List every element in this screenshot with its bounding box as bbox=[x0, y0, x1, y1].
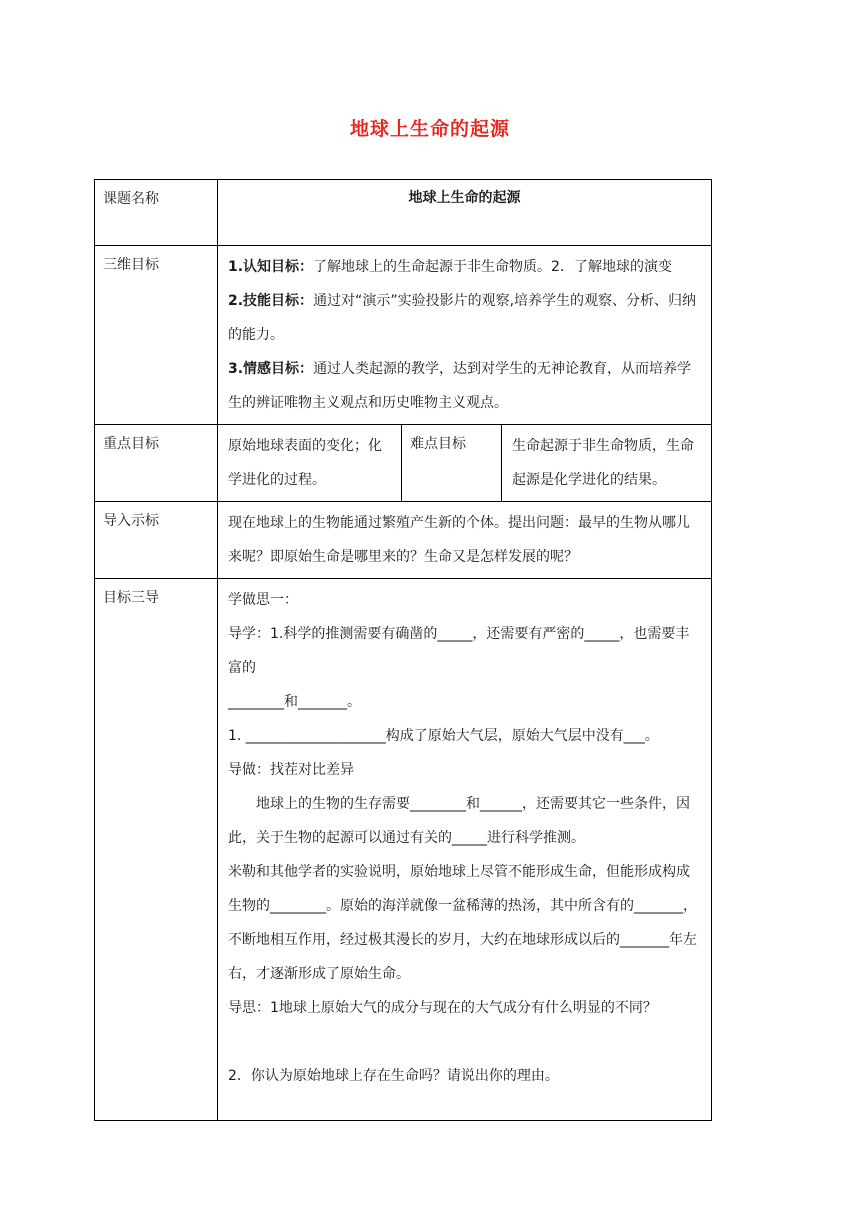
label-difficulty: 难点目标 bbox=[402, 425, 502, 502]
goal-text-2: 通过对“演示”实验投影片的观察,培养学生的观察、分析、归纳的能力。 bbox=[228, 293, 697, 343]
row-three bbox=[95, 579, 712, 1121]
intro-text: 现在地球上的生物能通过繁殖产生新的个体。提出问题：最早的生物从哪儿来呢？即原始生命是哪里来的？生命又是怎样发展的呢？ bbox=[218, 502, 712, 579]
three-line-9: 2．你认为原始地球上存在生命吗？请说出你的理由。 bbox=[228, 1068, 559, 1084]
three-line-7: 米勒和其他学者的实验说明，原始地球上尽管不能形成生命，但能形成构成生物的________。原始的海洋就像一盆稀薄的热汤，其中所含有的_______，不断地相互作用，经过极其漫长的岁月，大约在地球形成以后的_______年左右，才逐渐形成了原始生命。 bbox=[228, 864, 697, 982]
label-intro: 导入示标 bbox=[95, 502, 218, 579]
three-line-4: 1. ____________________构成了原始大气层，原始大气层中没有___。 bbox=[228, 728, 659, 744]
goal-item-3 bbox=[228, 352, 703, 420]
goal-head-1: 1.认知目标： bbox=[228, 259, 314, 275]
goal-item-2 bbox=[228, 284, 703, 352]
page-title: 地球上生命的起源 bbox=[349, 118, 510, 140]
difficulty-text: 生命起源于非生命物质，生命起源是化学进化的结果。 bbox=[502, 425, 712, 502]
three-line-2: 导学：1.科学的推测需要有确凿的_____，还需要有严密的_____，也需要丰富的 bbox=[228, 626, 690, 676]
label-goals: 三维目标 bbox=[95, 246, 218, 425]
row-intro bbox=[95, 502, 712, 579]
three-line-5: 导做：找茬对比差异 bbox=[228, 762, 354, 778]
three-line-1: 学做思一： bbox=[228, 592, 298, 608]
goal-head-3: 3.情感目标： bbox=[228, 361, 314, 377]
label-topic: 课题名称 bbox=[95, 180, 218, 246]
label-key: 重点目标 bbox=[95, 425, 218, 502]
row-topic bbox=[95, 180, 712, 246]
topic-value: 地球上生命的起源 bbox=[218, 180, 712, 246]
goal-text-1: 了解地球上的生命起源于非生命物质。2．了解地球的演变 bbox=[313, 259, 672, 275]
three-line-6: 地球上的生物的生存需要________和______，还需要其它一些条件，因此，关于生物的起源可以通过有关的_____进行科学推测。 bbox=[228, 796, 690, 846]
row-goals bbox=[95, 246, 712, 425]
goals-content bbox=[218, 246, 712, 425]
goal-head-2: 2.技能目标： bbox=[228, 293, 314, 309]
lesson-plan-table bbox=[94, 179, 712, 1121]
key-text: 原始地球表面的变化；化学进化的过程。 bbox=[218, 425, 402, 502]
goal-item-1 bbox=[228, 250, 703, 284]
goal-text-3: 通过人类起源的教学，达到对学生的无神论教育，从而培养学生的辨证唯物主义观点和历史唯物主义观点。 bbox=[228, 361, 692, 411]
label-three: 目标三导 bbox=[95, 579, 218, 1121]
three-content bbox=[218, 579, 712, 1121]
three-line-8: 导思：1地球上原始大气的成分与现在的大气成分有什么明显的不同？ bbox=[228, 1000, 657, 1016]
three-spacer bbox=[228, 1025, 703, 1059]
three-line-3: ________和_______。 bbox=[228, 694, 361, 710]
row-key bbox=[95, 425, 712, 502]
